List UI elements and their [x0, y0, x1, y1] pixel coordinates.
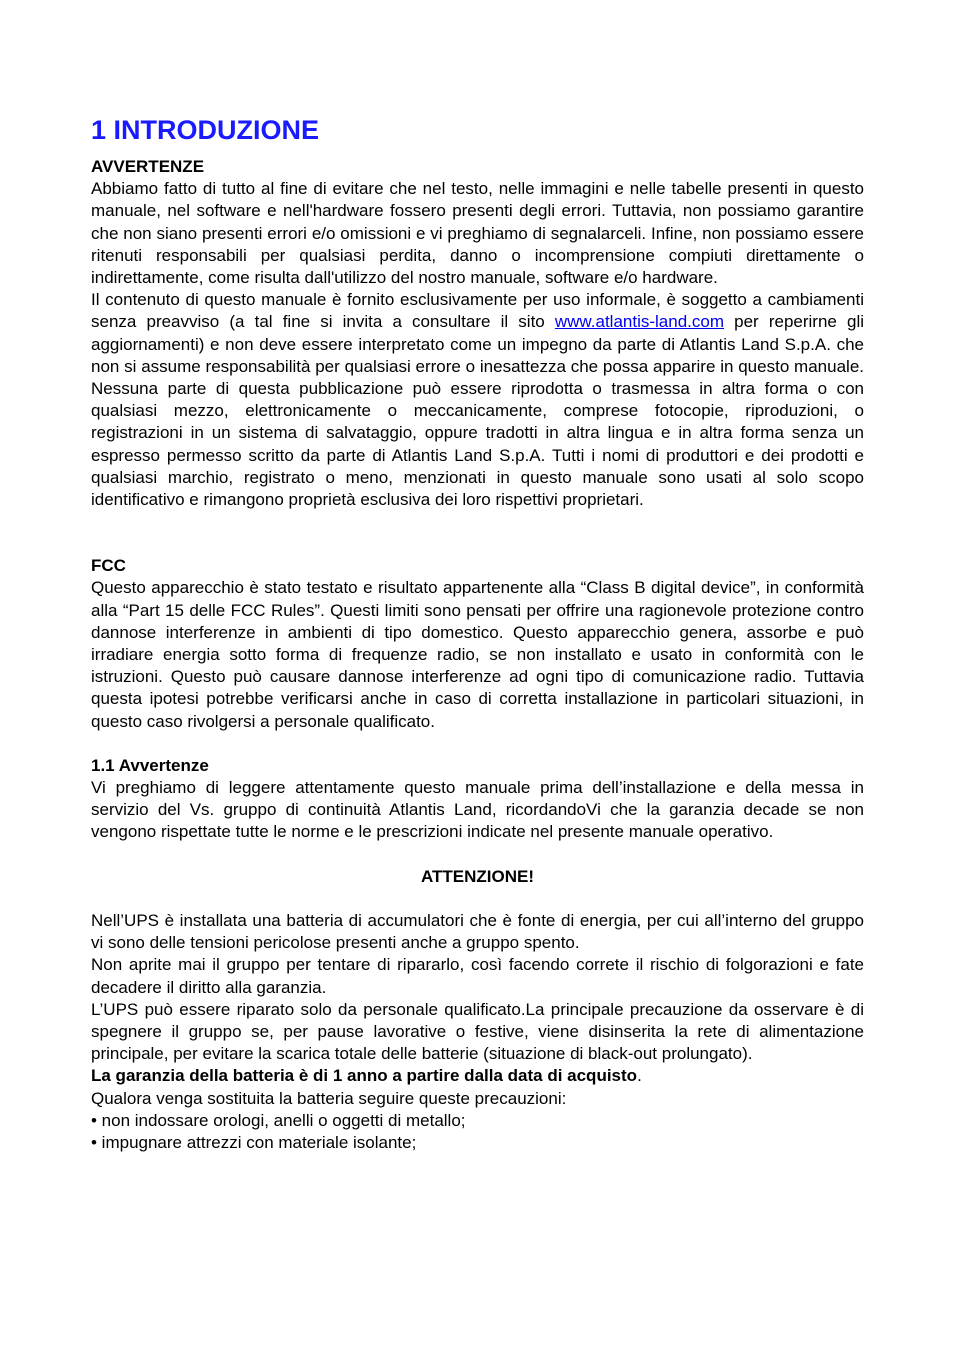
spacer [91, 888, 864, 910]
bullet-item-2: • impugnare attrezzi con materiale isolante; [91, 1132, 417, 1152]
fcc-heading: FCC [91, 556, 126, 576]
atlantis-website-link[interactable]: www.atlantis-land.com [554, 312, 724, 332]
section-1-1-heading: 1.1 Avvertenze [91, 755, 209, 775]
spacer [91, 844, 864, 866]
attenzione-paragraph-4: Qualora venga sostituita la batteria seguire queste precauzioni: [91, 1088, 567, 1108]
chapter-title: 1 INTRODUZIONE [91, 115, 320, 145]
manual-page [91, 108, 864, 1154]
attenzione-paragraph-3: L’UPS può essere riparato solo da personale qualificato.La principale precauzione da osservare è di spegnere il gruppo se, per pause lavorative o festive, viene disinserita la rete di alimentazione principale, per evitare la scarica totale delle batterie (situazione di black-out prolungato). [91, 999, 864, 1064]
avvertenze-paragraph-2-end: per reperirne gli aggiornamenti) e non deve essere interpretato come un impegno da parte di Atlantis Land S.p.A. che non si assume responsabilità per qualsiasi errore o inesattezza che possa apparire in questo manuale. Nessuna parte di questa pubblicazione può essere riprodotta o trasmessa in altra forma o con qualsiasi mezzo, elettronicamente o meccanicamente, comprese fotocopie, riproduzioni, o registrazioni in un sistema di salvataggio, oppure tradotti in altra lingua e in altra forma senza un espresso permesso scritto da parte di Atlantis Land S.p.A. Tutti i nomi di produttori e dei prodotti e qualsiasi marchio, registrato o meno, menzionati in questo manuale sono usati al solo scopo identificativo e rimangono proprietà esclusiva dei loro rispettivi proprietari. [91, 312, 864, 510]
fcc-paragraph: Questo apparecchio è stato testato e risultato appartenente alla “Class B digital device”, in conformità alla “Part 15 delle FCC Rules”. Questi limiti sono pensati per offrire una ragionevole protezione contro dannose interferenze in ambienti di tipo domestico. Questo apparecchio genera, assorbe e può irradiare energia sotto forma di frequenze radio, se non installato e usato in conformità con le istruzioni. Questo può causare dannose interferenze ad ogni tipo di comunicazione radio. Tuttavia questa ipotesi potrebbe verificarsi anche in caso di corretta installazione in particolari situazioni, in questo caso rivolgersi a personale qualificato. [91, 578, 864, 731]
spacer [91, 733, 864, 755]
spacer [91, 511, 864, 555]
avvertenze-paragraph-2 [91, 289, 864, 511]
battery-warranty-line [91, 1065, 864, 1087]
attenzione-paragraph-2: Non aprite mai il gruppo per tentare di ripararlo, così facendo correte il rischio di folgorazioni e fate decadere il diritto alla garanzia. [91, 955, 864, 997]
avvertenze-paragraph-1: Abbiamo fatto di tutto al fine di evitare che nel testo, nelle immagini e nelle tabelle presenti in questo manuale, nel software e nell'hardware fossero presenti degli errori. Tuttavia, non possiamo garantire che non siano presenti errori e/o omissioni e vi preghiamo di segnalarceli. Infine, non possiamo essere ritenuti responsabili per qualsiasi perdita, danno o incomprensione compiuti direttamente o indirettamente, come risulta dall'utilizzo del nostro manuale, software e/o hardware. [91, 179, 864, 288]
attenzione-heading: ATTENZIONE! [420, 866, 534, 886]
avvertenze-paragraph-2-start: Il contenuto di questo manuale è fornito esclusivamente per uso informale, è soggetto a cambiamenti senza preavviso (a tal fine si invita a consultare il sito [91, 290, 864, 332]
avvertenze-heading: AVVERTENZE [91, 157, 205, 176]
bullet-item-1: • non indossare orologi, anelli o oggetti di metallo; [91, 1110, 466, 1130]
battery-warranty-end: . [637, 1066, 642, 1086]
attenzione-paragraph-1: Nell’UPS è installata una batteria di accumulatori che è fonte di energia, per cui all’interno del gruppo vi sono delle tensioni pericolose presenti anche a gruppo spento. [91, 910, 864, 953]
battery-warranty-bold: La garanzia della batteria è di 1 anno a partire dalla data di acquisto [91, 1066, 638, 1086]
section-1-1-paragraph: Vi preghiamo di leggere attentamente questo manuale prima dell’installazione e della messa in servizio del Vs. gruppo di continuità Atlantis Land, ricordandoVi che la garanzia decade se non vengono rispettate tutte le norme e le prescrizioni indicate nel presente manuale operativo. [91, 778, 864, 842]
